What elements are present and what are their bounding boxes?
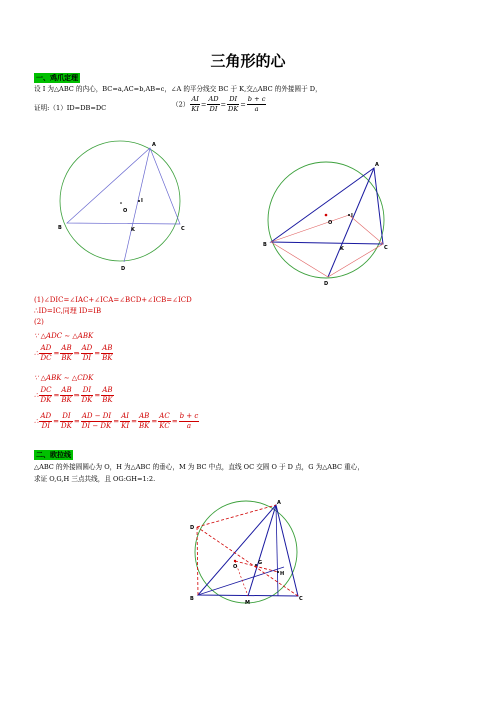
fraction: $\frac{DI}{DK}$ [81, 386, 93, 404]
figure-euler-line [188, 500, 313, 610]
segment-ci [349, 215, 383, 244]
prove-part2: （2） $\frac{AI}{KI}$ = $\frac{AD}{DI}$ = $\frac{DI}{DK}$ = $\frac{b + c}{a}$ [172, 95, 266, 113]
median-am [248, 505, 276, 596]
segment-cd [328, 244, 383, 277]
fraction: $\frac{DC}{DK}$ [40, 386, 52, 404]
label-a: A [152, 142, 156, 148]
proof-line-4: ∵ △ADC ∼ △ABK [34, 332, 94, 340]
point-i [348, 214, 350, 216]
fraction: $\frac{AB}{BK}$ [102, 344, 113, 362]
label-k: K [131, 227, 135, 233]
label-c: C [181, 226, 185, 232]
proof-line-5: ∴ $\frac{AD}{DC}$ = $\frac{AB}{BK}$ ⇒ $\frac{AD}{DI}$ = $\frac{AB}{BK}$ [34, 344, 113, 362]
fraction: $\frac{DI}{DK}$ [228, 95, 239, 113]
fraction: $\frac{AD}{DC}$ [40, 344, 52, 362]
euler-problem-line-1: △ABC 的外接圆圆心为 O，H 为△ABC 的垂心，M 为 BC 中点，直线 OC 交圆 O 于 D 点，G 为△ABC 重心， [34, 463, 364, 471]
label-b: B [190, 596, 194, 602]
fraction: $\frac{AD}{DI}$ [81, 344, 93, 362]
fraction: $\frac{AB}{BK}$ [61, 344, 72, 362]
label-b: B [58, 225, 62, 231]
euler-line-ogh [235, 561, 278, 572]
label-o: O [328, 220, 333, 226]
fraction: $\frac{AC}{KC}$ [159, 412, 170, 430]
proof-line-8: ∴ $\frac{AD}{DI}$ = $\frac{DI}{DK}$ = $\frac{AD - DI}{DI - DK}$ = $\frac{AI}{KI}$ = $\frac{AB}{BK}$ = $\frac{AC}{KC}$ = $\frac{b + c}{a}$ [34, 412, 199, 430]
label-o: O [123, 208, 128, 214]
page-title: 三角形的心 [210, 52, 286, 70]
label-c: C [384, 245, 388, 251]
segment-db [197, 527, 198, 595]
label-b: B [263, 242, 267, 248]
point-o [234, 560, 236, 562]
problem-statement: 设 I 为△ABC 的内心，BC=a,AC=b,AB=c，∠A 的平分线交 BC 于 K,交△ABC 的外接圆于 D， [34, 85, 322, 93]
part2-label: （2） [172, 100, 190, 109]
label-h: H [280, 571, 285, 577]
proof-line-1: (1)∠DIC=∠IAC+∠ICA=∠BCD+∠ICB=∠ICD [34, 296, 192, 304]
altitude-ah [276, 505, 278, 596]
fraction: $\frac{b + c}{a}$ [179, 412, 199, 430]
altitude-bh [198, 567, 284, 595]
fraction: $\frac{AD}{DI}$ [40, 412, 52, 430]
proof-line-3: (2) [34, 318, 44, 326]
segment-bi [271, 215, 349, 242]
euler-problem-line-2: 求证 O,G,H 三点共线，且 OG:GH=1:2. [34, 475, 156, 483]
fraction: $\frac{AB}{BK}$ [102, 386, 113, 404]
fraction: $\frac{b + c}{a}$ [247, 95, 266, 113]
label-m: M [245, 600, 250, 606]
point-o [325, 214, 328, 217]
label-c: C [299, 596, 303, 602]
label-g: G [258, 560, 263, 566]
point-o [120, 202, 122, 204]
point-g [255, 564, 257, 566]
triangle-abc [198, 505, 298, 596]
label-d: D [190, 525, 195, 531]
fraction: $\frac{AB}{BK}$ [139, 412, 150, 430]
segment-da [197, 505, 276, 527]
label-d: D [121, 266, 126, 272]
point-i [138, 200, 140, 202]
proof-line-6: ∵ △ABK ∼ △CDK [34, 374, 94, 382]
prove-part1: 证明:（1）ID=DB=DC [34, 104, 107, 112]
circumcircle [268, 162, 384, 278]
fraction: $\frac{AD}{DI}$ [208, 95, 219, 113]
label-o: O [233, 564, 238, 570]
label-i: I [141, 198, 143, 204]
proof-line-7: ∴ $\frac{DC}{DK}$ = $\frac{AB}{BK}$ ⇒ $\frac{DI}{DK}$ = $\frac{AB}{BK}$ [34, 386, 113, 404]
circumcircle [60, 141, 180, 261]
fraction: $\frac{AI}{KI}$ [191, 95, 199, 113]
fraction: $\frac{DI}{DK}$ [61, 412, 72, 430]
figure-incenter-plain [55, 138, 187, 273]
section-heading-2: 二、欧拉线 [36, 451, 71, 459]
circumcircle [195, 501, 297, 603]
label-k: K [340, 246, 344, 252]
label-i: I [351, 213, 353, 219]
section-heading-1: 一、鸡爪定理 [36, 74, 78, 82]
label-a: A [375, 162, 379, 168]
triangle-abc [271, 168, 383, 244]
fraction: $\frac{AB}{BK}$ [61, 386, 72, 404]
fraction: $\frac{AI}{KI}$ [121, 412, 130, 430]
angle-bisector-ad [124, 148, 150, 262]
figure-incenter-colored [262, 160, 394, 290]
point-h [277, 571, 279, 573]
label-d: D [324, 281, 329, 287]
fraction: $\frac{AD - DI}{DI - DK}$ [81, 412, 112, 430]
label-a: A [277, 500, 281, 506]
proof-line-2: ∴ID=IC,同理 ID=IB [34, 307, 102, 315]
